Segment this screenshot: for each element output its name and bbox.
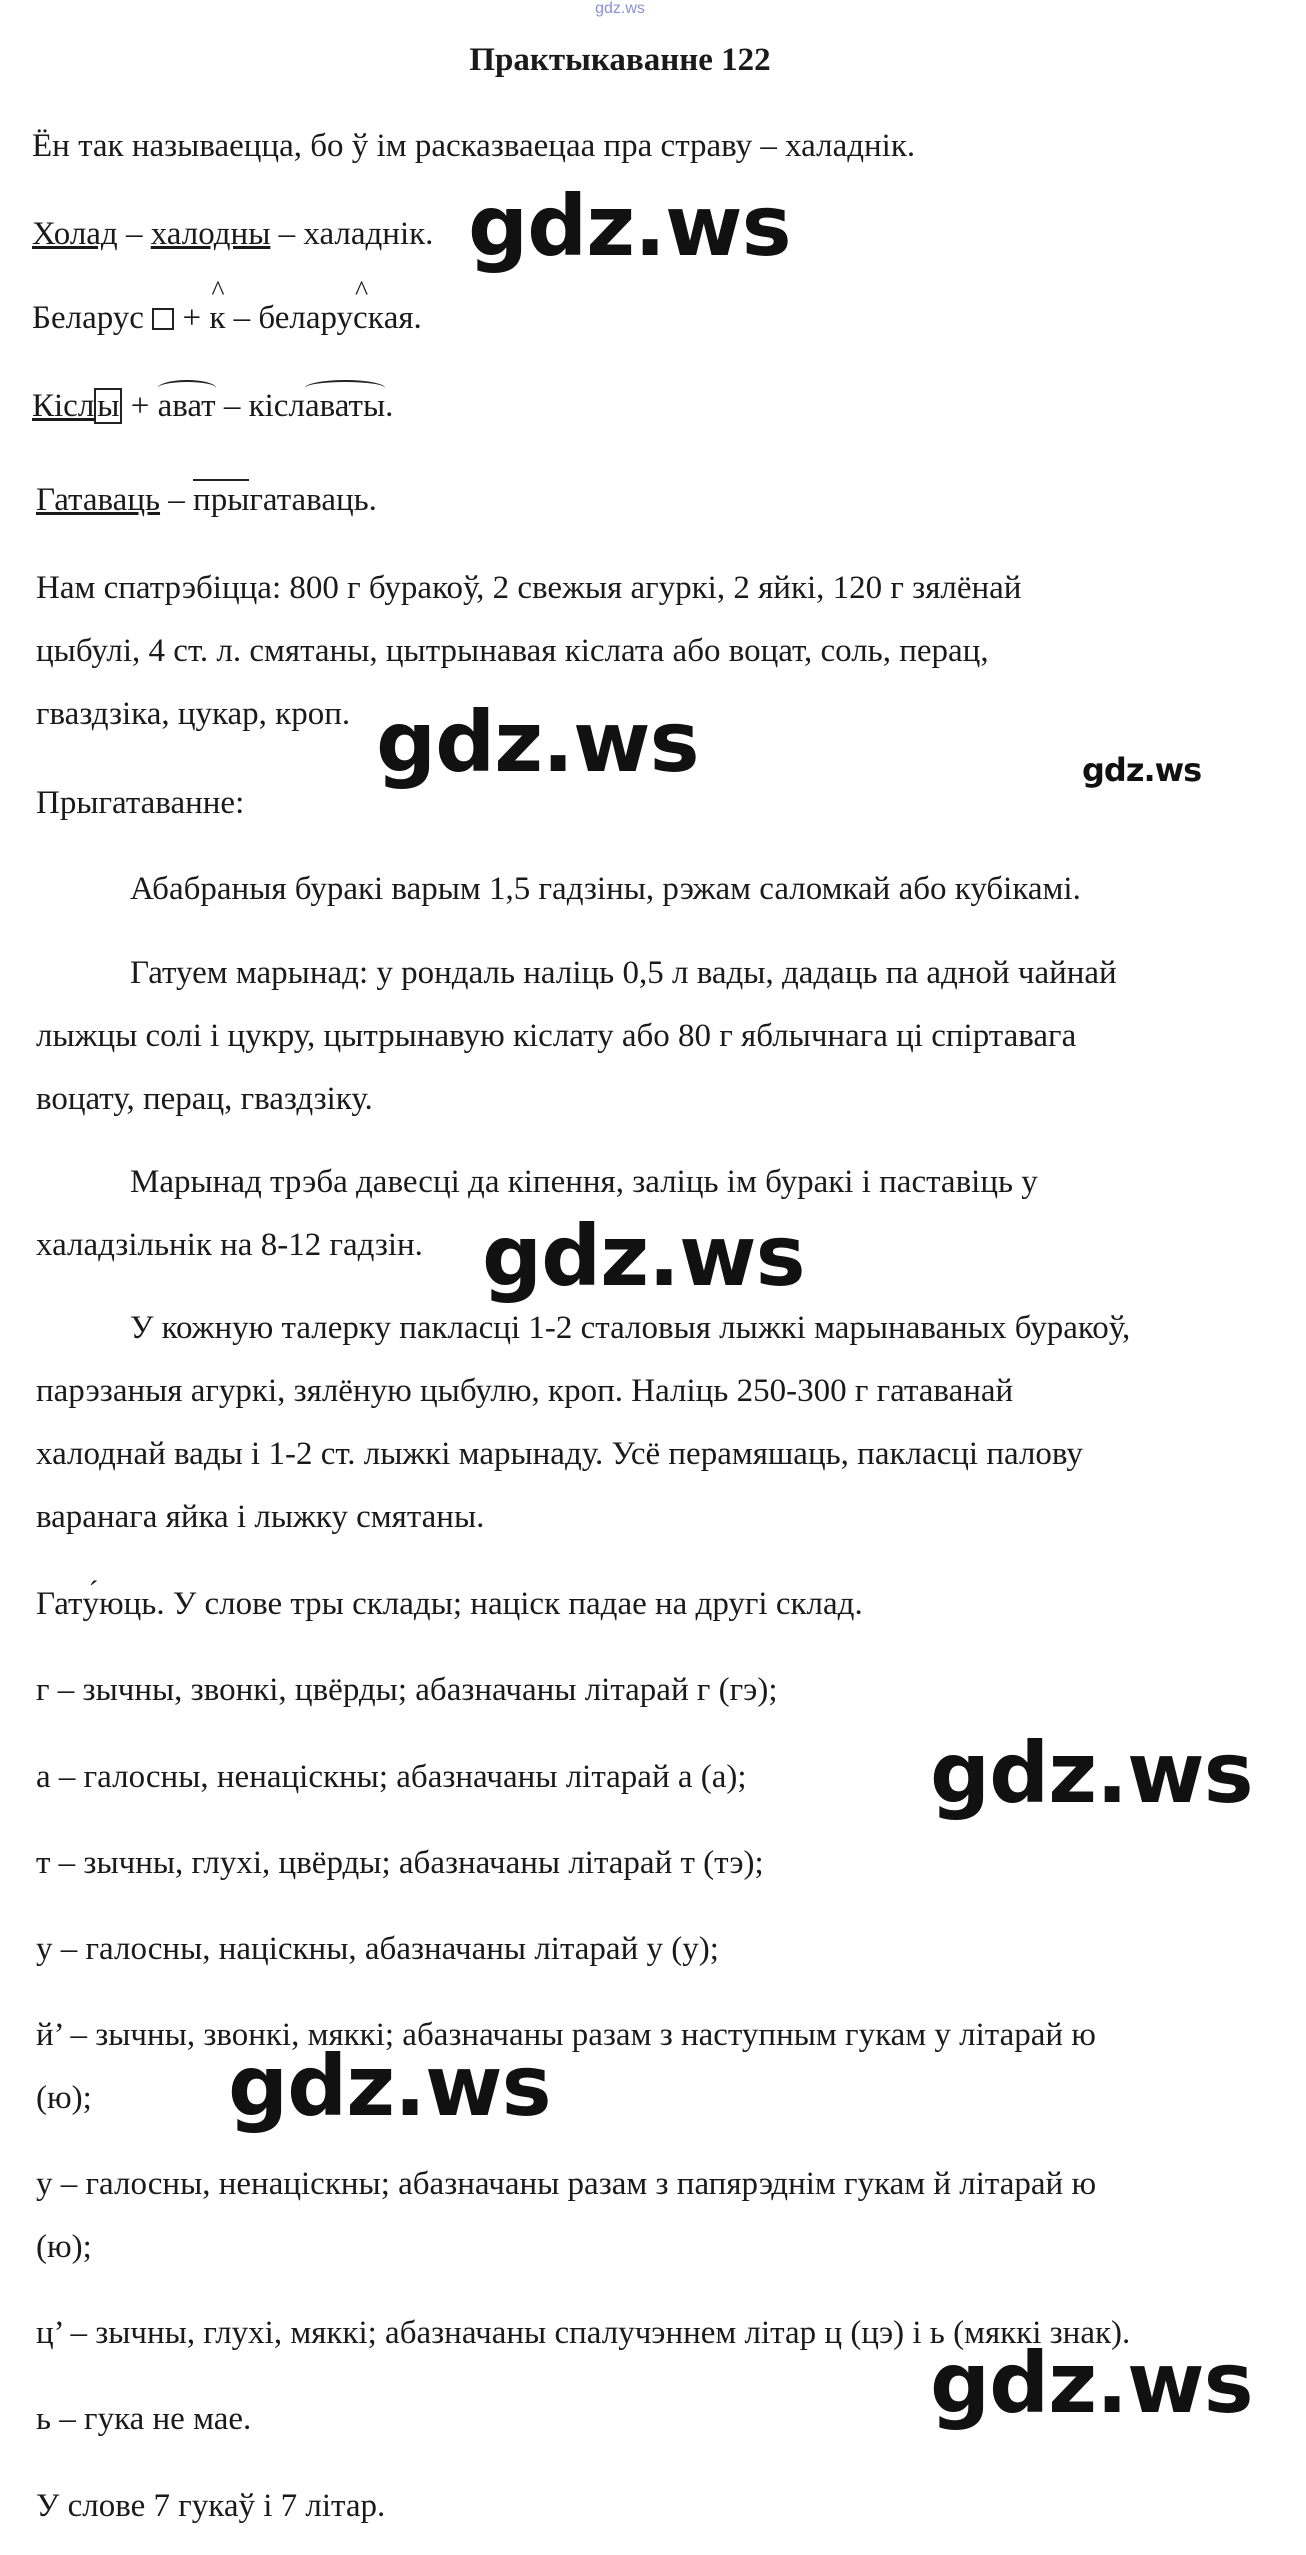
plus: + xyxy=(174,300,210,336)
sound-u: у – галосны, націскны, абазначаны літарай у (у); xyxy=(36,1931,719,1967)
word-belaruskaya-stem: – белару xyxy=(225,300,354,336)
summary-line: У слове 7 гукаў і 7 літар. xyxy=(36,2488,386,2524)
word-holad: Холад xyxy=(32,216,118,252)
watermark-logo: gdz.ws xyxy=(228,2037,551,2135)
prefix-pry: пры xyxy=(193,479,249,518)
suffix-sk: ^ ск xyxy=(353,298,384,338)
step-3-line-2: халадзільнік на 8-12 гадзін. xyxy=(36,1227,423,1263)
plus: + xyxy=(122,388,158,424)
suffix-avat: ават xyxy=(157,388,216,424)
step-2-line-1: Гатуем марынад: у рондаль наліць 0,5 л вады, дадаць па адной чайнай xyxy=(130,955,1117,991)
word-halodny: халодны xyxy=(150,216,271,252)
watermark-logo: gdz.ws xyxy=(468,177,791,275)
ending-y-boxed: ы xyxy=(94,388,122,424)
sound-j-line-2: (ю); xyxy=(36,2080,92,2116)
watermark-logo: gdz.ws xyxy=(376,693,699,791)
word-formation-holad xyxy=(32,214,433,254)
suffix-k: ^ к xyxy=(209,298,225,338)
word-formation-gatavac xyxy=(36,480,377,520)
step-1: Абабраныя буракі варым 1,5 гадзіны, рэжам саломкай або кубікамі. xyxy=(130,871,1081,907)
step-2-line-2: лыжцы солі і цукру, цытрынавую кіслату або 80 г яблычнага ці спіртавага xyxy=(36,1018,1077,1054)
sound-t: т – зычны, глухі, цвёрды; абазначаны літарай т (тэ); xyxy=(36,1845,764,1881)
phonetic-intro xyxy=(36,1584,863,1624)
watermark-logo: gdz.ws xyxy=(482,1207,805,1305)
sound-g: г – зычны, звонкі, цвёрды; абазначаны літарай г (гэ); xyxy=(36,1672,778,1708)
step-2-line-3: воцату, перац, гваздзіку. xyxy=(36,1081,373,1117)
word-kislavaty-stem: – кісл xyxy=(215,388,305,424)
preparation-heading: Прыгатаванне: xyxy=(36,785,245,821)
phonetic-intro-rest: юць. У слове тры склады; націск падае на другі склад. xyxy=(98,1586,863,1622)
intro-line: Ён так называецца, бо ў ім расказваецаа пра страву – халаднік. xyxy=(32,128,916,164)
word-prygatavac: гатаваць. xyxy=(249,482,377,518)
watermark-logo: gdz.ws xyxy=(930,2334,1253,2432)
step-4-line-3: халоднай вады і 1-2 ст. лыжкі марынаду. Усё перамяшаць, пакласці палову xyxy=(36,1436,1083,1472)
sound-j-line-1: й’ – зычны, звонкі, мяккі; абазначаны разам з наступным гукам у літарай ю xyxy=(36,2017,1096,2053)
word-kisl-root: Кісл xyxy=(32,388,95,424)
word-gatavac: Гатаваць xyxy=(36,482,161,518)
watermark-logo: gdz.ws xyxy=(930,1724,1253,1822)
sign-soft: ь – гука не мае. xyxy=(36,2401,252,2437)
period: . xyxy=(385,388,394,424)
word-formation-kisly xyxy=(32,386,393,426)
sound-c: ц’ – зычны, глухі, мяккі; абазначаны спалучэннем літар ц (цэ) і ь (мяккі знак). xyxy=(36,2315,1131,2351)
page-title: Практыкаванне 122 xyxy=(469,42,771,78)
step-3-line-1: Марынад трэба давесці да кіпення, заліць ім буракі і паставіць у xyxy=(130,1164,1038,1200)
step-4-line-4: варанага яйка і лыжку смятаны. xyxy=(36,1499,485,1535)
ingredients-line-1: Нам спатрэбіцца: 800 г буракоў, 2 свежыя агуркі, 2 яйкі, 120 г зялёнай xyxy=(36,570,1022,606)
sound-u2-line-1: у – галосны, ненаціскны; абазначаны разам з папярэднім гукам й літарай ю xyxy=(36,2166,1097,2202)
suffix-avaty: аваты xyxy=(304,388,386,424)
ingredients-line-2: цыбулі, 4 ст. л. смятаны, цытрынавая кіслата або воцат, соль, перац, xyxy=(36,633,989,669)
sound-u2-line-2: (ю); xyxy=(36,2229,92,2265)
step-4-line-2: парэзаныя агуркі, зялёную цыбулю, кроп. Наліць 250-300 г гатаванай xyxy=(36,1373,1014,1409)
dash: – xyxy=(117,216,151,252)
step-4-line-1: У кожную талерку пакласці 1-2 сталовыя лыжкі марынаваных буракоў, xyxy=(130,1310,1131,1346)
null-ending-box-icon xyxy=(152,308,174,330)
word-belarus: Беларус xyxy=(32,300,153,336)
stressed-u: у ´ xyxy=(82,1584,99,1624)
watermark-logo: gdz.ws xyxy=(1082,751,1202,789)
word-gat: Гат xyxy=(36,1586,83,1622)
word-haladnik: – халаднік. xyxy=(270,216,434,252)
site-link[interactable]: gdz.ws xyxy=(595,0,645,17)
word-belaruskaya-end: ая. xyxy=(383,300,422,336)
dash: – xyxy=(160,482,194,518)
word-formation-belarus xyxy=(32,298,422,338)
sound-a: а – галосны, ненаціскны; абазначаны літарай а (а); xyxy=(36,1759,747,1795)
ingredients-line-3: гваздзіка, цукар, кроп. xyxy=(36,696,351,732)
